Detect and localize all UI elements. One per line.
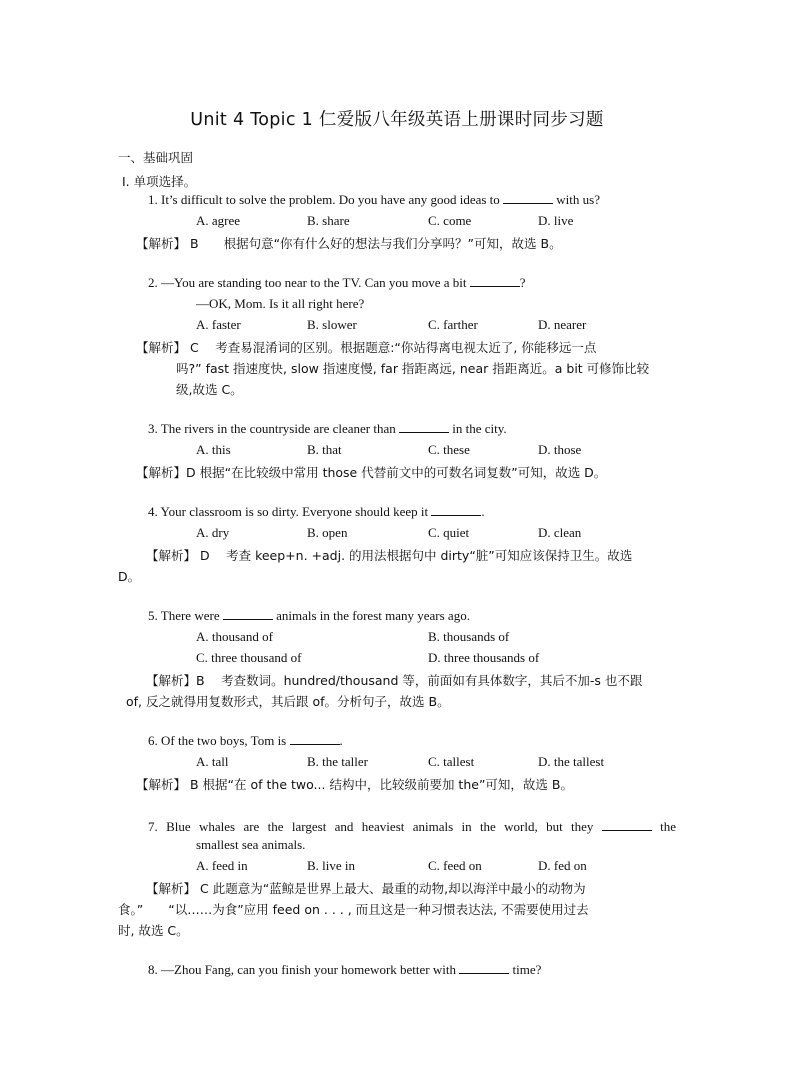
question-number: 2. [148,275,158,290]
option-c: C. these [428,442,470,457]
option-c: C. come [428,213,472,228]
answer-blank [431,505,481,516]
answer-blank [459,963,509,974]
option-b: B. that [307,442,342,457]
question-number: 3. [148,421,158,436]
question-8: 8. —Zhou Fang, can you finish your homework better with time? [148,962,542,977]
option-a: A. dry [196,525,230,540]
answer-blank [503,193,553,204]
answer-blank [399,422,449,433]
answer-blank [602,820,652,831]
page-title: Unit 4 Topic 1 仁爱版八年级英语上册课时同步习题 [190,110,604,130]
section-subheading: Ⅰ. 单项选择。 [122,174,197,189]
option-d: D. fed on [538,858,587,873]
analysis-label: 【解析】 [136,236,187,251]
option-b: B. the taller [307,754,369,769]
option-c: C. feed on [428,858,482,873]
question-number: 8. [148,962,158,977]
option-b: B. thousands of [428,629,510,644]
option-a: A. faster [196,317,241,332]
analysis-label: 【解析】 [146,673,197,688]
question-6: 6. Of the two boys, Tom is . [148,733,343,748]
answer-blank [470,276,520,287]
analysis-2: 【解析】 C 考查易混淆词的区别。根据题意:“你站得离电视太近了, 你能移远一点 吗?” fast 指速度快, slow 指速度慢, far 指距离远, near 指距离近。a bit 可修饰比较 级,故选 C。 [136,340,650,397]
question-number: 5. [148,608,158,623]
question-number: 6. [148,733,158,748]
answer-blank [290,734,340,745]
analysis-6: 【解析】 B 根据“在 of the two... 结构中，比较级前要加 the”可知，故选 B。 [136,777,573,792]
option-d: D. the tallest [538,754,605,769]
option-c: C. tallest [428,754,475,769]
question-number: 1. [148,192,158,207]
question-number: 4. [148,504,158,519]
analysis-5: 【解析】B 考查数词。hundred/thousand 等，前面如有具体数字，其后不加-s 也不跟 of, 反之就得用复数形式，其后跟 of。分析句子，故选 B。 [126,673,643,709]
question-4: 4. Your classroom is so dirty. Everyone should keep it . [148,504,485,519]
option-a: A. tall [196,754,229,769]
option-b: B. open [307,525,348,540]
option-a: A. agree [196,213,241,228]
option-d: D. those [538,442,582,457]
analysis-3: 【解析】D 根据“在比较级中常用 those 代替前文中的可数名词复数”可知，故选 D。 [136,465,607,480]
option-a: A. this [196,442,231,457]
option-d: D. clean [538,525,582,540]
analysis-label: 【解析】 [136,777,187,792]
analysis-4: 【解析】 D 考查 keep+n. +adj. 的用法根据句中 dirty“脏”可知应该保持卫生。故选 D。 [118,548,633,584]
option-a: A. feed in [196,858,248,873]
question-7: 7. Blue whales are the largest and heaviest animals in the world, but they the [148,819,677,834]
question-7-line-2: smallest sea animals. [196,837,306,852]
option-b: B. live in [307,858,356,873]
option-d: D. live [538,213,574,228]
option-c: C. farther [428,317,478,332]
analysis-1: 【解析】 B 根据句意“你有什么好的想法与我们分享吗？”可知，故选 B。 [136,236,562,251]
question-5: 5. There were animals in the forest many years ago. [148,608,470,623]
question-1: 1. It’s difficult to solve the problem. Do you have any good ideas to with us? [148,192,600,207]
section-heading: 一、基础巩固 [118,150,194,165]
analysis-7: 【解析】 C 此题意为“蓝鲸是世界上最大、最重的动物,却以海洋中最小的动物为 食。” “以……为食”应用 feed on . . . , 而且这是一种习惯表达法, 不需要使用过去 时, 故选 C。 [118,881,589,938]
question-number: 7. [148,819,158,834]
option-c: C. quiet [428,525,470,540]
question-2-line-2: —OK, Mom. Is it all right here? [196,296,365,311]
question-3: 3. The rivers in the countryside are cleaner than in the city. [148,421,507,436]
answer-blank [223,609,273,620]
option-b: B. share [307,213,350,228]
option-d: D. three thousands of [428,650,540,665]
question-2: 2. —You are standing too near to the TV. Can you move a bit ? [148,275,526,290]
option-a: A. thousand of [196,629,273,644]
option-b: B. slower [307,317,357,332]
analysis-label: 【解析】 [136,340,187,355]
analysis-label: 【解析】 [136,465,187,480]
analysis-label: 【解析】 [146,881,197,896]
option-c: C. three thousand of [196,650,302,665]
analysis-label: 【解析】 [146,548,197,563]
option-d: D. nearer [538,317,587,332]
